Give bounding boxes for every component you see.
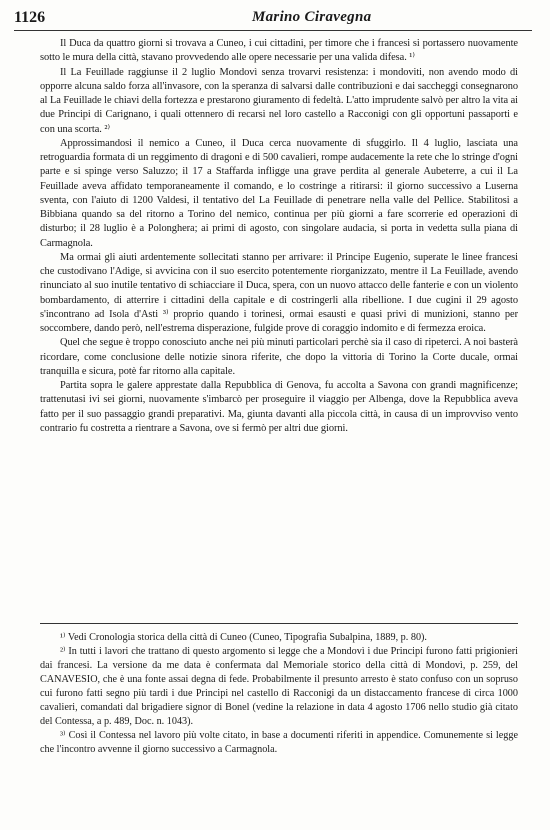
page-header <box>14 8 532 31</box>
body-text <box>40 37 518 436</box>
paragraph: Approssimandosi il nemico a Cuneo, il Duca cerca nuovamente di sfuggirlo. Il 4 luglio, lasciata una retroguardia formata di un reggimento di dragoni e di 500 cavalieri, rompe audacemente la rete che lo stringe d'ogni parte e si spinge verso Saluzzo; il 17 a Staffarda infligge una grave perdita al generale Aubeterre, a cui il La Feuillade aveva affidato temporaneamente il comando, e lo costringe a ritirarsi: il giorno successivo a Luserna sventa, con l'aiuto di 1200 Valdesi, il tentativo del La Feuillade di penetrare nella valle del Pellice. Stabilitosi a Bibbiana quando sa del ritorno a Torino del nemico, continua per più giorni a fare scorrerie ed operazioni di disturbo; il 28 luglio è a Polonghera; ai primi di agosto, con singolare audacia, si porta in vedetta sulla piana di Carmagnola. <box>40 137 518 249</box>
footnote-separator <box>40 623 518 624</box>
footnotes <box>40 631 518 757</box>
paragraph: Partita sopra le galere apprestate dalla Repubblica di Genova, fu accolta a Savona con grandi magnificenze; trattenutasi ivi sei giorni, nuovamente s'imbarcò per proseguire il viaggio per Albenga, dove la Repubblica aveva fatto per il suo passaggio grandi preparativi. Ma, giunta davanti alla piccola città, in causa di un improvviso vento contrario fu costretta a rientrare a Savona, ove si fermò per altri due giorni. <box>40 380 518 434</box>
paragraph: Il Duca da quattro giorni si trovava a Cuneo, i cui cittadini, per timore che i francesi si portassero nuovamente sotto le mura della città, stavano provvedendo alle opere necessarie per una valida difesa. ¹⁾ <box>40 38 518 64</box>
footnote: ¹⁾ Vedi Cronologia storica della città di Cuneo (Cuneo, Tipografia Subalpina, 1889, p. 80). <box>60 632 427 643</box>
running-title: Marino Ciravegna <box>252 9 372 25</box>
footnote: ³⁾ Così il Contessa nel lavoro più volte citato, in base a documenti riferiti in appendice. Comunemente si legge che l'incontro avvenne il giorno successivo a Carmagnola. <box>40 730 518 755</box>
paragraph: Quel che segue è troppo conosciuto anche nei più minuti particolari perchè sia il caso di ripeterci. A noi basterà ricordare, come conclusione delle notizie sinora riferite, che dopo la vittoria di Torino la Corte ducale, ormai tranquilla e sicura, potè far ritorno alla capitale. <box>40 337 518 377</box>
paragraph: Il La Feuillade raggiunse il 2 luglio Mondovì senza trovarvi resistenza: i mondoviti, non avendo modo di opporre alcuna saldo forza all'invasore, con la speranza di salvarsi dalle contribuzioni e dai saccheggi consegnarono al La Feuillade le chiavi della fortezza e prestarono giuramento di fedeltà. L'atto imprudente salvò per altro la vita ai due Principi di Carignano, i quali ottennero di recarsi nel loro castello a Racconigi con gli opportuni passaporti e con una scorta. ²⁾ <box>40 66 518 135</box>
footnote: ²⁾ In tutti i lavori che trattano di questo argomento si legge che a Mondovì i due Principi furono fatti prigionieri dai francesi. La versione da me data è confermata dal Memoriale storico della città di Mondovì, p. 259, del CANAVESIO, che è una fonte assai degna di fede. Probabilmente il presunto arresto è stato confuso con un sopruso cui furono fatti segno più tardi i due Principi nel castello di Racconigi da un distaccamento francese di circa 1000 cavalieri, comandati dal brigadiere signor di Bonel (vedine la relazione in data 4 agosto 1706 nello studio già citato del Contessa, a p. 489, Doc. n. 1043). <box>40 646 518 727</box>
page-number: 1126 <box>14 9 46 26</box>
paragraph: Ma ormai gli aiuti ardentemente sollecitati stanno per arrivare: il Principe Eugenio, superate le linee francesi che custodivano l'Adige, si avvicina con il suo esercito potentemente riorganizzato, mentre il La Feuillade, avendo rinunciato al suo inutile tentativo di schiacciare il Duca, spera, con un nuovo attacco delle fanterie e con un violento bombardamento, di atterrire i cittadini della capitale e di costringerli alla ribellione. I due cugini il 29 agosto s'incontrano ad Isola d'Asti ³⁾ proprio quando i torinesi, ormai esausti e quasi privi di munizioni, stanno per soccombere, dando però, nell'estrema disperazione, fulgide prove di coraggio indomito e di fermezza eroica. <box>40 251 518 334</box>
